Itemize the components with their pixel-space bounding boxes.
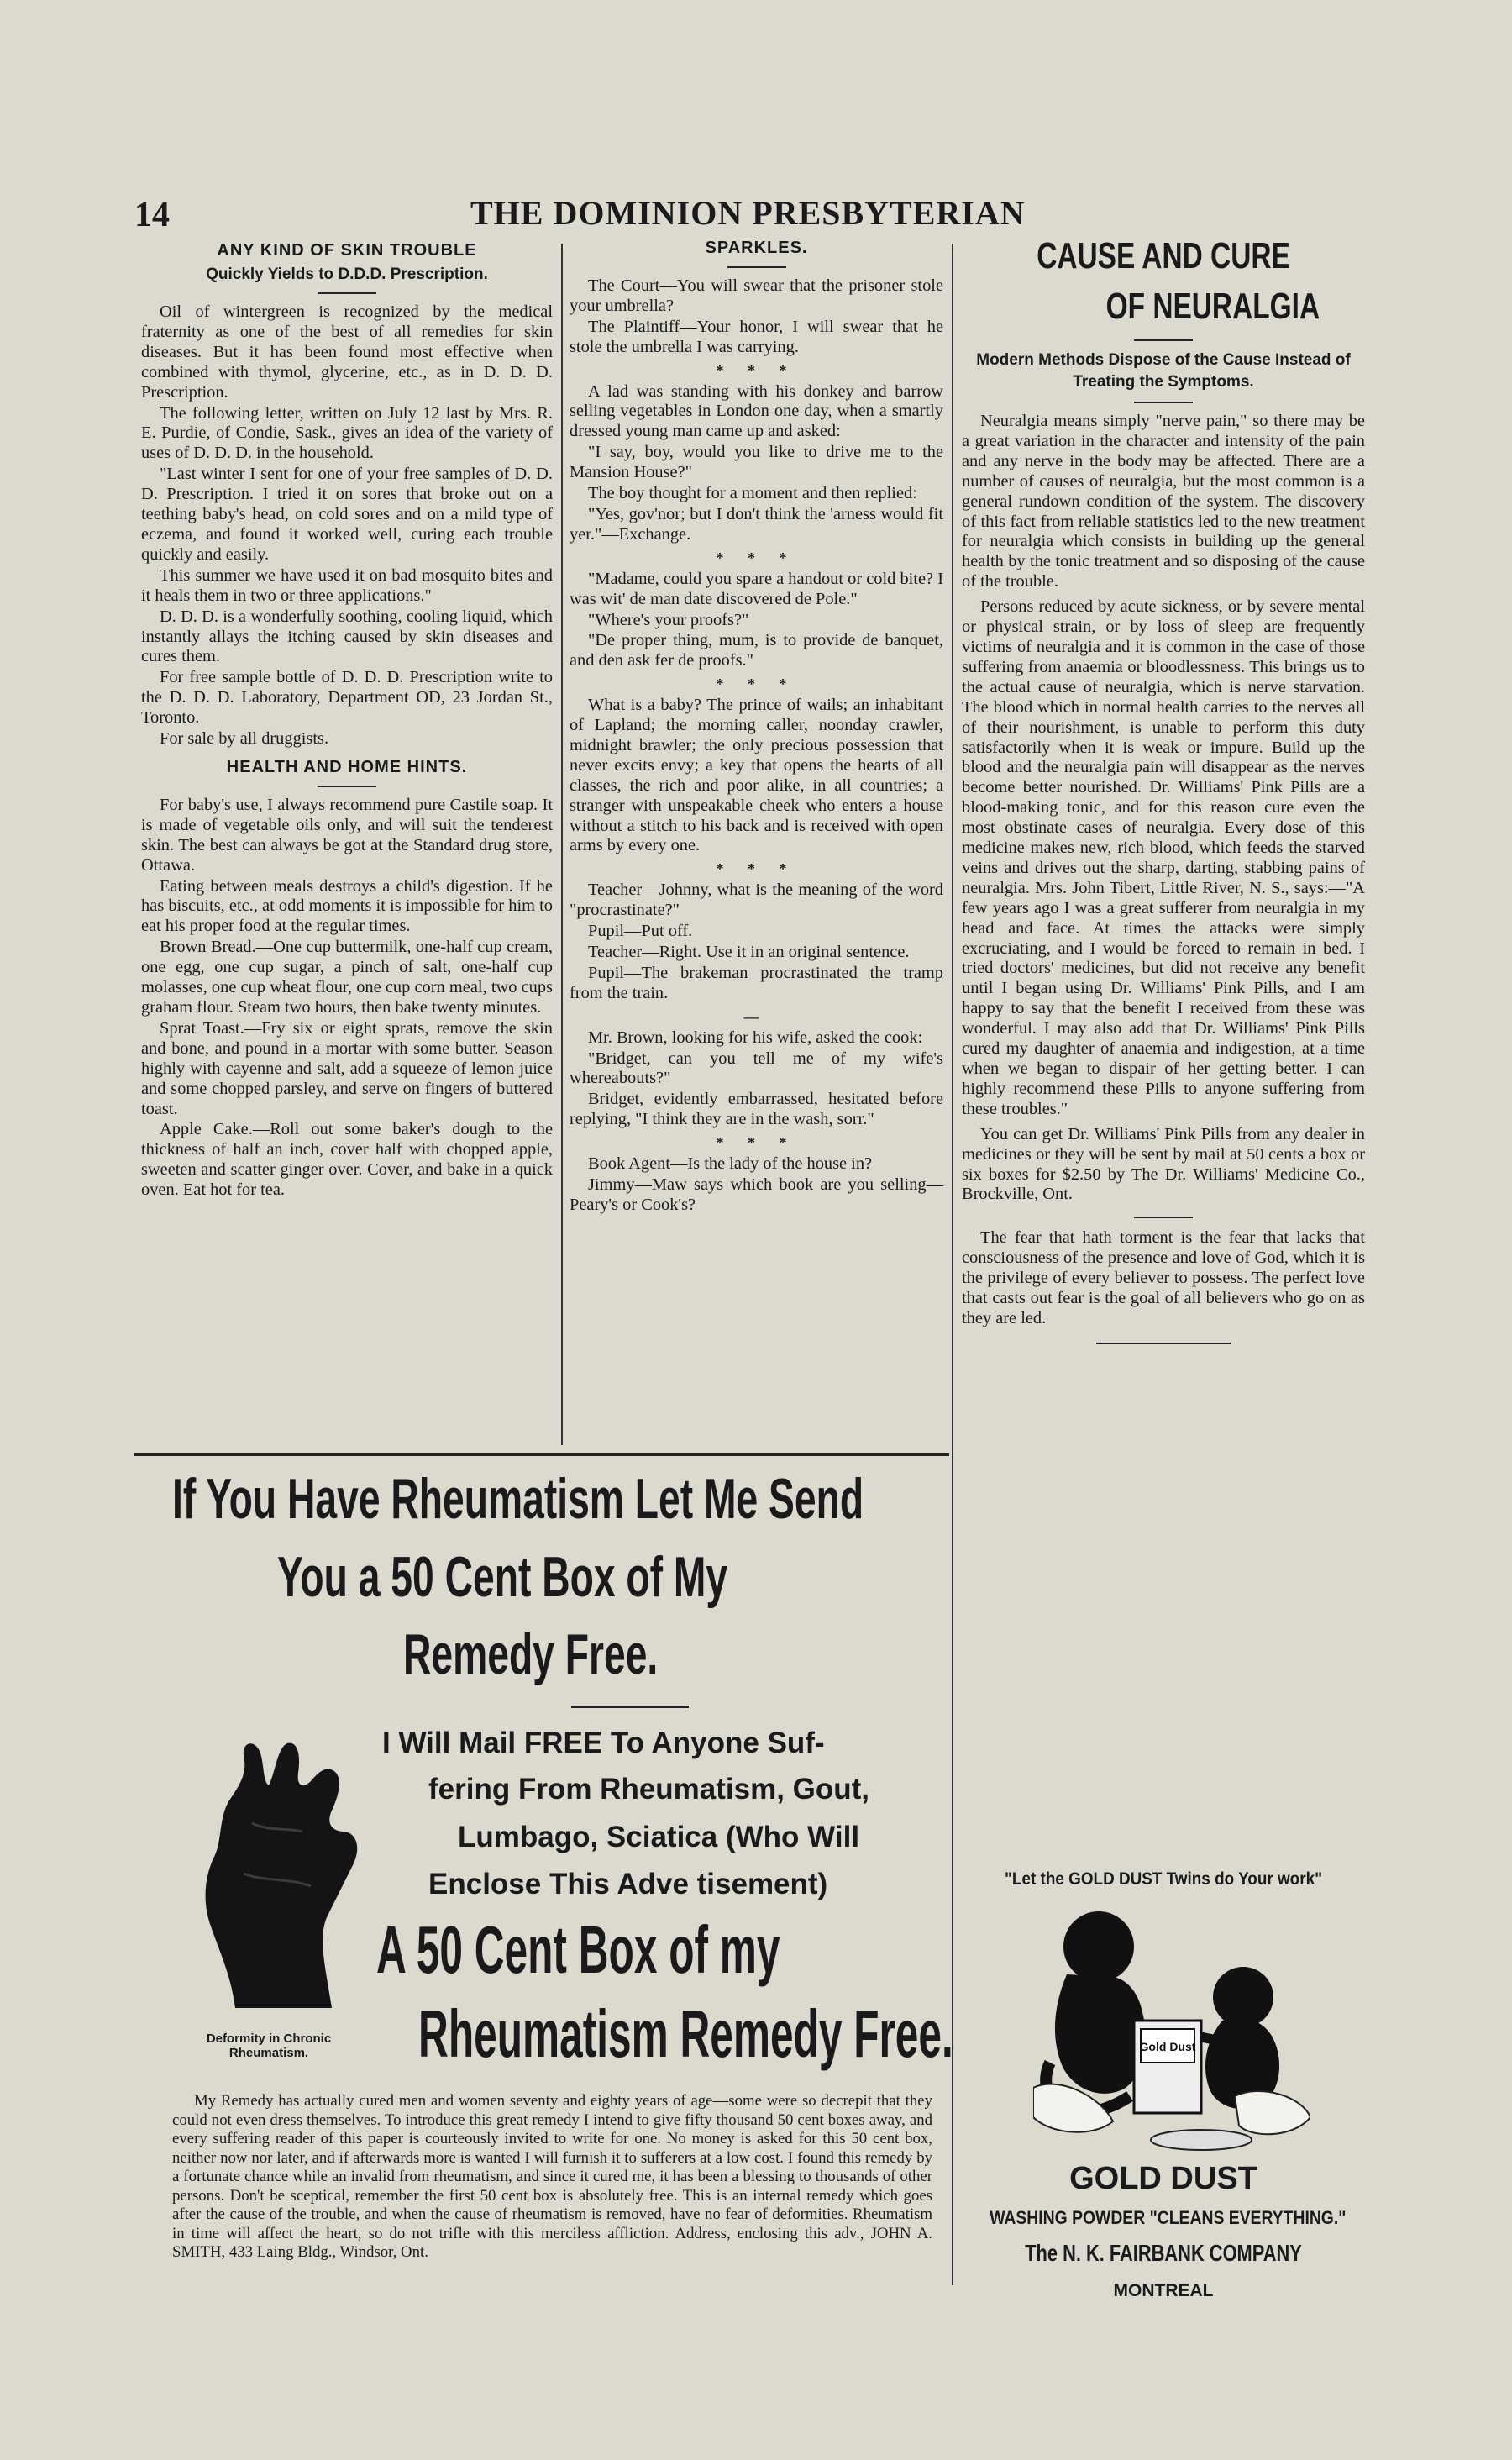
sparkles-item: The Plaintiff—Your honor, I will swear that he stole the umbrella I was carrying. <box>570 317 943 356</box>
gold-dust-slogan: "Let the GOLD DUST Twins do Your work" <box>1004 1869 1323 1889</box>
sparkles-item: "De proper thing, mum, is to provide de banquet, and den ask fer de proofs." <box>570 631 943 670</box>
column-sparkles <box>570 235 943 1217</box>
skin-paragraph: Oil of wintergreen is recognized by the medical fraternity as one of the best of all remedies for skin diseases. But it has been found most effective when combined with thymol, glycerine, etc., as in D. D. D. Prescription. <box>141 302 553 402</box>
neuralgia-title <box>962 235 1365 328</box>
sparkles-heading: SPARKLES. <box>705 239 808 257</box>
rheumatism-headline-1: If You Have Rheumatism Let Me Send <box>172 1467 864 1531</box>
neuralgia-rule <box>1134 1217 1193 1218</box>
neuralgia-subheading: Modern Methods Dispose of the Cause Instead of Treating the Symptoms. <box>976 351 1351 391</box>
gold-dust-tagline: WASHING POWDER "CLEANS EVERYTHING." <box>990 2207 1347 2228</box>
fear-rule <box>1096 1343 1231 1344</box>
hand-caption <box>172 2032 365 2060</box>
neuralgia-title-line2: OF NEURALGIA <box>1105 286 1320 327</box>
sparkles-separator: * * * <box>716 1134 797 1152</box>
hand-caption-line1: Deformity in Chronic <box>206 2032 332 2046</box>
neuralgia-paragraph: You can get Dr. Williams' Pink Pills from any dealer in medicines or they will be sent by mail at 50 cents a box or six boxes for $2.50 by The Dr. Williams' Medicine Co., Brockville, Ont. <box>962 1124 1365 1204</box>
sparkles-separator: * * * <box>716 860 797 878</box>
skin-paragraph: "Last winter I sent for one of your free samples of D. D. D. Prescription. I tried it on sores that broke out on a teething baby's head, on cold sores and on a mild type of eczema, and found it worked well, curing each trouble quickly and easily. <box>141 465 553 564</box>
sparkles-item: A lad was standing with his donkey and barrow selling vegetables in London one day, when a smartly dressed young man came up and asked: <box>570 381 943 441</box>
rheumatism-headline-2: You a 50 Cent Box of My <box>277 1545 728 1609</box>
rheumatism-big-line-2: Rheumatism Remedy Free. <box>418 1996 953 2071</box>
rheumatism-body <box>172 2092 932 2263</box>
sparkles-item: Teacher—Right. Use it in an original sentence. <box>588 943 910 961</box>
hints-paragraph: Eating between meals destroys a child's digestion. If he has biscuits, etc., at odd moments it is impossible for him to eat his proper food at the regular times. <box>141 876 553 936</box>
rheumatism-offer-line-4: Enclose This Adve tisement) <box>428 1868 828 1900</box>
skin-paragraph: D. D. D. is a wonderfully soothing, cooling liquid, which instantly allays the itching caused by skin diseases and cures them. <box>141 607 553 666</box>
sparkles-item: "Madame, could you spare a handout or cold bite? I was wit' de man date discovered de Pole." <box>570 569 943 608</box>
skin-paragraph: This summer we have used it on bad mosquito bites and it heals them in two or three applications." <box>141 565 553 605</box>
rheumatism-offer-line-2: fering From Rheumatism, Gout, <box>428 1773 870 1806</box>
sparkles-item: Mr. Brown, looking for his wife, asked the cook: <box>588 1028 923 1047</box>
sparkles-item: "I say, boy, would you like to drive me to the Mansion House?" <box>570 443 943 482</box>
neuralgia-paragraph: Neuralgia means simply "nerve pain," so there may be a great variation in the character and intensity of the pain and any nerve in the body may be affected. There are a number of causes of neuralgia, but the most common is a general rundown condition of the system. The discovery of this fact from reliable statistics led to the new treatment for neuralgia which consists in building up the general health by the tonic treatment and so disposing of the cause of the trouble. <box>962 412 1365 591</box>
fear-paragraph: The fear that hath torment is the fear that lacks that consciousness of the presence and love of God, which it is the privilege of every believer to possess. The perfect love that casts out fear is the goal of all believers who go on as they are led. <box>962 1228 1365 1327</box>
skin-paragraph: For sale by all druggists. <box>160 729 329 749</box>
sparkles-item: Pupil—The brakeman procrastinated the tramp from the train. <box>570 963 943 1002</box>
rheumatism-body-text: My Remedy has actually cured men and women seventy and eighty years of age—some were so decrepit that they could not even dress themselves. To introduce this great remedy I intend to give fifty thousand 50 cent boxes away, and every suffering reader of this paper is courteously invited to write for one. No money is asked for this 50 cent box, neither now nor later, and if afterwards more is wanted I will furnish it to sufferers at a low cost. I found this remedy by a fortunate chance while an invalid from rheumatism, and since it cured me, it has been a blessing to thousands of other persons. Don't be sceptical, remember the first 50 cent box is absolutely free. This is an internal remedy which goes after the cause of the trouble, and when the cause of rheumatism is removed, have no fear of deformities. Rheumatism in time will affect the heart, so do not trifle with this merciless affliction. Address, enclosing this adv., JOHN A. SMITH, 433 Laing Bldg., Windsor, Ont. <box>172 2092 932 2261</box>
hints-paragraph: Sprat Toast.—Fry six or eight sprats, remove the skin and bone, and pound in a mortar with some butter. Season highly with cayenne and salt, add a squeeze of lemon juice and some chopped parsley, and serve on fingers of buttered toast. <box>141 1018 553 1118</box>
rheumatism-headline-3: Remedy Free. <box>403 1622 659 1686</box>
skin-paragraph: For free sample bottle of D. D. D. Prescription write to the D. D. D. Laboratory, Department OD, 23 Jordan St., Toronto. <box>141 668 553 728</box>
newspaper-title: THE DOMINION PRESBYTERIAN <box>470 194 1026 232</box>
sparkles-item: The Court—You will swear that the prisoner stole your umbrella? <box>570 276 943 315</box>
rheumatism-big-line-1: A 50 Cent Box of my <box>376 1912 780 1987</box>
sparkles-item: Jimmy—Maw says which book are you selling—Peary's or Cook's? <box>570 1175 943 1214</box>
sparkles-separator: * * * <box>716 549 797 566</box>
skin-subheading: Quickly Yields to D.D.D. Prescription. <box>206 265 488 283</box>
sparkles-item: Teacher—Johnny, what is the meaning of the word "procrastinate?" <box>570 880 943 920</box>
rheumatism-offer-line-1: I Will Mail FREE To Anyone Suf- <box>382 1727 825 1759</box>
column-divider <box>561 244 563 1445</box>
deformed-hand-illustration <box>185 1706 378 2016</box>
sparkles-item: What is a baby? The prince of wails; an inhabitant of Lapland; the morning caller, noonday crawler, midnight brawler; the only precious possession that never excits envy; a key that opens the hearts of all classes, the rich and poor alike, in all countries; a stranger with unspeakable cheek who enters a house without a stitch to his back and is received with open arms by every one. <box>570 696 943 855</box>
ad-short-rule <box>571 1706 689 1708</box>
gold-dust-twins-illustration <box>1033 1895 1310 2163</box>
sparkles-item: Book Agent—Is the lady of the house in? <box>588 1154 873 1174</box>
hand-caption-line2: Rheumatism. <box>228 2046 309 2060</box>
page-number: 14 <box>134 196 170 234</box>
neuralgia-rule <box>1134 339 1193 341</box>
sparkles-item: Pupil—Put off. <box>588 922 693 941</box>
sparkles-item: "Yes, gov'nor; but I don't think the 'arness would fit yer."—Exchange. <box>570 504 943 544</box>
neuralgia-rule <box>1134 402 1193 403</box>
sparkles-separator: — <box>743 1007 769 1025</box>
skin-rule <box>318 292 376 294</box>
gold-dust-name: GOLD DUST <box>1069 2161 1257 2196</box>
column-skin-and-hints <box>141 238 553 1201</box>
ad-top-rule <box>134 1453 949 1456</box>
neuralgia-paragraph: Persons reduced by acute sickness, or by severe mental or physical strain, or by loss of sleep are frequently victims of neuralgia and it is common in the case of those suffering from anaemia or bloodlessness. This brings us to the actual cause of neuralgia, which is nerve starvation. The blood which in normal health carries to the nerves all of their nourishment, is unable to perform this duty satisfactorily when it is weak or impure. Build up the blood and the neuralgia pain will disappear as the nerves become better nourished. Dr. Williams' Pink Pills are a blood-making tonic, and for this reason cure even the most obstinate cases of neuralgia. Every dose of this medicine makes new, rich blood, which feeds the starved veins and drives out the sharp, darting, stabbing pains of neuralgia. Mrs. John Tibert, Little River, N. S., says:—"A few years ago I was a great sufferer from neuralgia in my head and face. At times the attacks were simply excruciating, and I would be forced to remain in bed. I tried doctors' medicines, but did not receive any benefit until I began using Dr. Williams' Pink Pills, and I am happy to say that the benefit I received from these was wonderful. I may also add that Dr. Williams' Pink Pills cured my daughter of anaemia and indigestion, at a time when we began to dispair of her getting better. I can highly recommend these Pills to anyone suffering from these troubles." <box>962 597 1365 1118</box>
sparkles-item: Bridget, evidently embarrassed, hesitated before replying, "I think they are in the wash, sorr." <box>570 1090 943 1129</box>
column-divider <box>952 244 953 2285</box>
rheumatism-offer-line-3: Lumbago, Sciatica (Who Will <box>458 1821 860 1853</box>
gold-dust-city: MONTREAL <box>1113 2281 1214 2300</box>
skin-heading: ANY KIND OF SKIN TROUBLE <box>217 241 477 260</box>
sparkles-item: "Where's your proofs?" <box>588 610 749 629</box>
sparkles-separator: * * * <box>716 675 797 693</box>
hints-paragraph: Brown Bread.—One cup buttermilk, one-half cup cream, one egg, one cup sugar, a pinch of salt, one-half cup molasses, one cup wheat flour, one cup corn meal, two cups graham flour. Steam two hours, then bake twenty minutes. <box>141 938 553 1017</box>
hints-rule <box>318 786 376 787</box>
column-neuralgia <box>962 235 1365 1358</box>
gold-dust-company: The N. K. FAIRBANK COMPANY <box>1025 2240 1302 2266</box>
neuralgia-title-line1: CAUSE AND CURE <box>1037 235 1290 276</box>
hints-paragraph: Apple Cake.—Roll out some baker's dough to the thickness of half an inch, cover half with chopped apple, sweeten and scatter ginger over. Cover, and bake in a quick oven. Eat hot for tea. <box>141 1120 553 1200</box>
gold-dust-box-label: Gold Dust <box>1139 2040 1196 2053</box>
sparkles-item: "Bridget, can you tell me of my wife's whereabouts?" <box>570 1049 943 1088</box>
hints-heading: HEALTH AND HOME HINTS. <box>226 757 468 776</box>
sparkles-separator: * * * <box>716 361 797 379</box>
hints-paragraph: For baby's use, I always recommend pure Castile soap. It is made of vegetable oils only, and will suit the tenderest skin. The best can always be got at the Standard drug store, Ottawa. <box>141 795 553 875</box>
sparkles-item: The boy thought for a moment and then replied: <box>588 484 917 503</box>
skin-paragraph: The following letter, written on July 12 last by Mrs. R. E. Purdie, of Condie, Sask., gives an idea of the variety of uses of D. D. D. in the household. <box>141 403 553 463</box>
sparkles-rule <box>727 266 786 268</box>
